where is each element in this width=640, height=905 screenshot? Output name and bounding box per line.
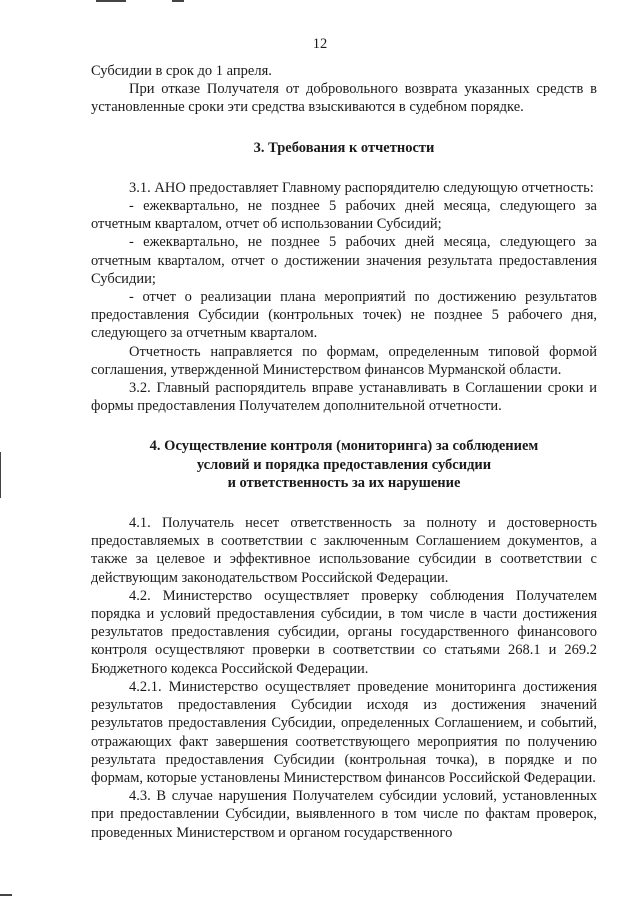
spacer (91, 415, 597, 437)
section-heading-line: условий и порядка предоставления субсидии (196, 456, 492, 473)
section-heading-line: 3. Требования к отчетности (253, 139, 435, 156)
paragraph: - ежеквартально, не позднее 5 рабочих дней месяца, следующего за отчетным кварталом, отчет об использовании Субсидий; (91, 198, 597, 233)
scan-mark-top-left (96, 0, 126, 2)
paragraph: 4.2. Министерство осуществляет проверку соблюдения Получателем порядка и условий предоставления субсидии, в том числе в части достижения результатов предоставления субсидии, органы государственного финансового контроля осуществляют проверки в соответствии со статьями 268.1 и 269.2 Бюджетного кодекса Российской Федерации. (91, 587, 597, 677)
paragraph: - ежеквартально, не позднее 5 рабочих дней месяца, следующего за отчетным кварталом, отчет о достижении значения результата предоставления Субсидии; (91, 234, 597, 287)
paragraph: 3.2. Главный распорядитель вправе устанавливать в Соглашении сроки и формы предоставления Получателем дополнительной отчетности. (91, 380, 597, 415)
section-heading (91, 437, 597, 492)
section-heading-line: и ответственность за их нарушение (227, 474, 461, 491)
paragraph: 3.1. АНО предоставляет Главному распорядителю следующую отчетность: (129, 179, 594, 196)
scan-mark-top-center (172, 0, 184, 2)
paragraph: - отчет о реализации плана мероприятий по достижению результатов предоставления Субсидии (контрольных точек) не позднее 5 рабочего дня, следующего за отчетным кварталом. (91, 289, 597, 342)
paragraph: При отказе Получателя от добровольного возврата указанных средств в установленные сроки эти средства взыскиваются в судебном порядке. (91, 81, 597, 116)
section-heading (91, 139, 597, 157)
scan-mark-left-edge (0, 452, 1, 498)
spacer (91, 492, 597, 514)
scan-mark-bottom-left (0, 894, 12, 896)
paragraph: 4.2.1. Министерство осуществляет проведение мониторинга достижения результатов предоставления Субсидии исходя из достижения значений результатов предоставления Субсидии, определенных Соглашением, и событий, отражающих факт завершения соответствующего мероприятия по получению результата предоставления Субсидии (контрольная точка), в порядке и по формам, которые установлены Министерством финансов Российской Федерации. (91, 678, 597, 786)
page-number: 12 (312, 36, 328, 52)
paragraph: Отчетность направляется по формам, определенным типовой формой соглашения, утвержденной Министерством финансов Мурманской области. (91, 343, 597, 378)
spacer (91, 157, 597, 179)
paragraph: Субсидии в срок до 1 апреля. (91, 63, 272, 79)
paragraph: 4.1. Получатель несет ответственность за полноту и достоверность предоставляемых в соответствии с заключенным Соглашением документов, а также за целевое и эффективное использование субсидии в соответствии с действующим законодательством Российской Федерации. (91, 515, 597, 586)
paragraph: 4.3. В случае нарушения Получателем субсидии условий, установленных при предоставлении Субсидии, выявленного в том числе по фактам проверок, проведенных Министерством и органом государственного (91, 788, 597, 841)
spacer (91, 117, 597, 139)
section-heading-line: 4. Осуществление контроля (мониторинга) за соблюдением (149, 438, 539, 455)
document-body (91, 62, 597, 842)
